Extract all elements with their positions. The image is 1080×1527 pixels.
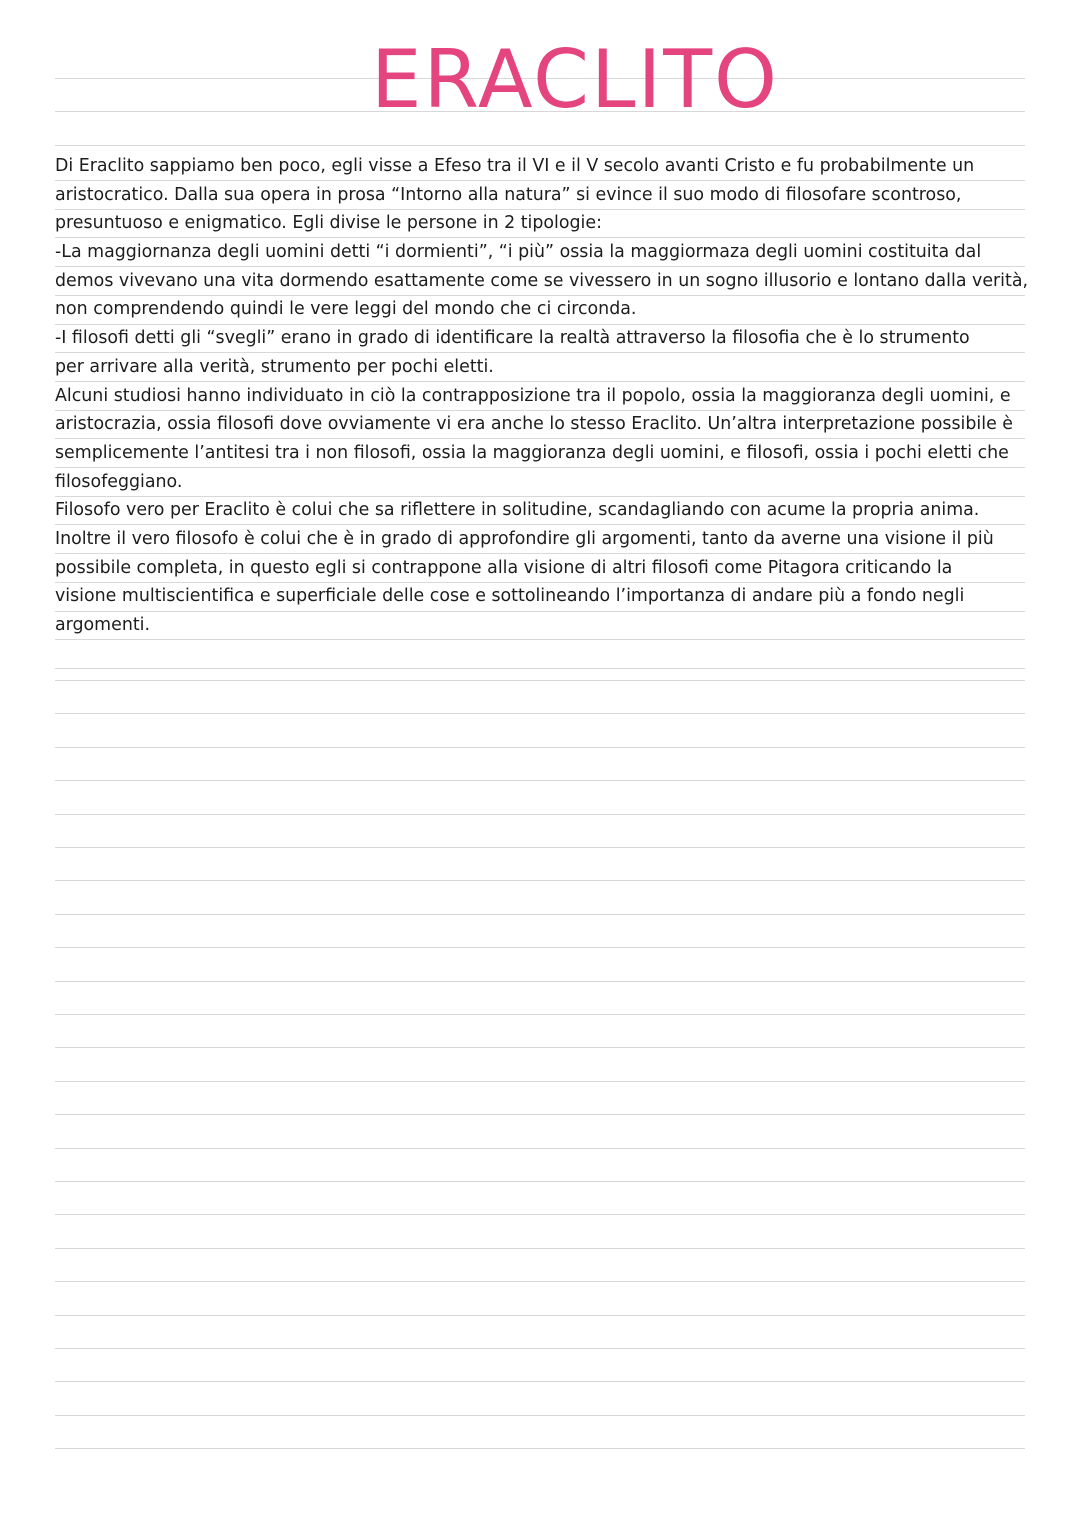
ruled-line	[55, 1381, 1025, 1382]
ruled-line	[55, 1348, 1025, 1349]
text-line: -I filosofi detti gli “svegli” erano in grado di identificare la realtà attraverso la filosofia che è lo strumento	[55, 328, 970, 349]
ruled-line	[55, 1114, 1025, 1115]
text-line: presuntuoso e enigmatico. Egli divise le persone in 2 tipologie:	[55, 213, 602, 234]
text-line: possibile completa, in questo egli si contrappone alla visione di altri filosofi come Pitagora criticando la	[55, 557, 953, 578]
ruled-line	[55, 1315, 1025, 1316]
ruled-line	[55, 880, 1025, 881]
text-line: non comprendendo quindi le vere leggi del mondo che ci circonda.	[55, 299, 637, 320]
text-line: aristocrazia, ossia filosofi dove ovviamente vi era anche lo stesso Eraclito. Un’altra interpretazione possibile è	[55, 414, 1014, 435]
text-line: semplicemente l’antitesi tra i non filosofi, ossia la maggioranza degli uomini, e filosofi, ossia i pochi eletti che	[55, 442, 1009, 463]
ruled-line	[55, 947, 1025, 948]
ruled-line	[55, 1014, 1025, 1015]
text-line: aristocratico. Dalla sua opera in prosa “Intorno alla natura” si evince il suo modo di filosofare scontroso,	[55, 184, 962, 205]
text-line: -La maggiornanza degli uomini detti “i dormienti”, “i più” ossia la maggiormaza degli uomini costituita dal	[55, 242, 982, 263]
ruled-line	[55, 1248, 1025, 1249]
ruled-line	[55, 680, 1025, 681]
ruled-line	[55, 668, 1025, 669]
ruled-line	[55, 713, 1025, 714]
ruled-line	[55, 780, 1025, 781]
ruled-line	[55, 1281, 1025, 1282]
text-line: Alcuni studiosi hanno individuato in ciò la contrapposizione tra il popolo, ossia la maggioranza degli uomini, e	[55, 385, 1011, 406]
ruled-line	[55, 847, 1025, 848]
ruled-line	[55, 1047, 1025, 1048]
page-title: ERACLITO	[370, 33, 780, 126]
text-line: filosofeggiano.	[55, 471, 183, 492]
ruled-line	[55, 814, 1025, 815]
text-line: demos vivevano una vita dormendo esattamente come se vivessero in un sogno illusorio e lontano dalla verità,	[55, 270, 1029, 291]
ruled-line	[55, 1214, 1025, 1215]
ruled-line	[55, 1448, 1025, 1449]
text-line: argomenti.	[55, 615, 151, 635]
ruled-line	[55, 981, 1025, 982]
ruled-line	[55, 914, 1025, 915]
text-line: Filosofo vero per Eraclito è colui che sa riflettere in solitudine, scandagliando con acume la propria anima.	[55, 500, 980, 521]
text-line: Inoltre il vero filosofo è colui che è in grado di approfondire gli argomenti, tanto da averne una visione il più	[55, 528, 994, 549]
ruled-line	[55, 1181, 1025, 1182]
ruled-line	[55, 145, 1025, 146]
text-line: per arrivare alla verità, strumento per pochi eletti.	[55, 356, 494, 377]
body-text	[55, 152, 1055, 640]
ruled-line	[55, 1148, 1025, 1149]
ruled-line	[55, 1415, 1025, 1416]
ruled-line	[55, 1081, 1025, 1082]
text-line: visione multiscientifica e superficiale delle cose e sottolineando l’importanza di andare più a fondo negli	[55, 586, 965, 607]
text-line: Di Eraclito sappiamo ben poco, egli visse a Efeso tra il VI e il V secolo avanti Cristo e fu probabilmente un	[55, 156, 975, 176]
ruled-line	[55, 747, 1025, 748]
